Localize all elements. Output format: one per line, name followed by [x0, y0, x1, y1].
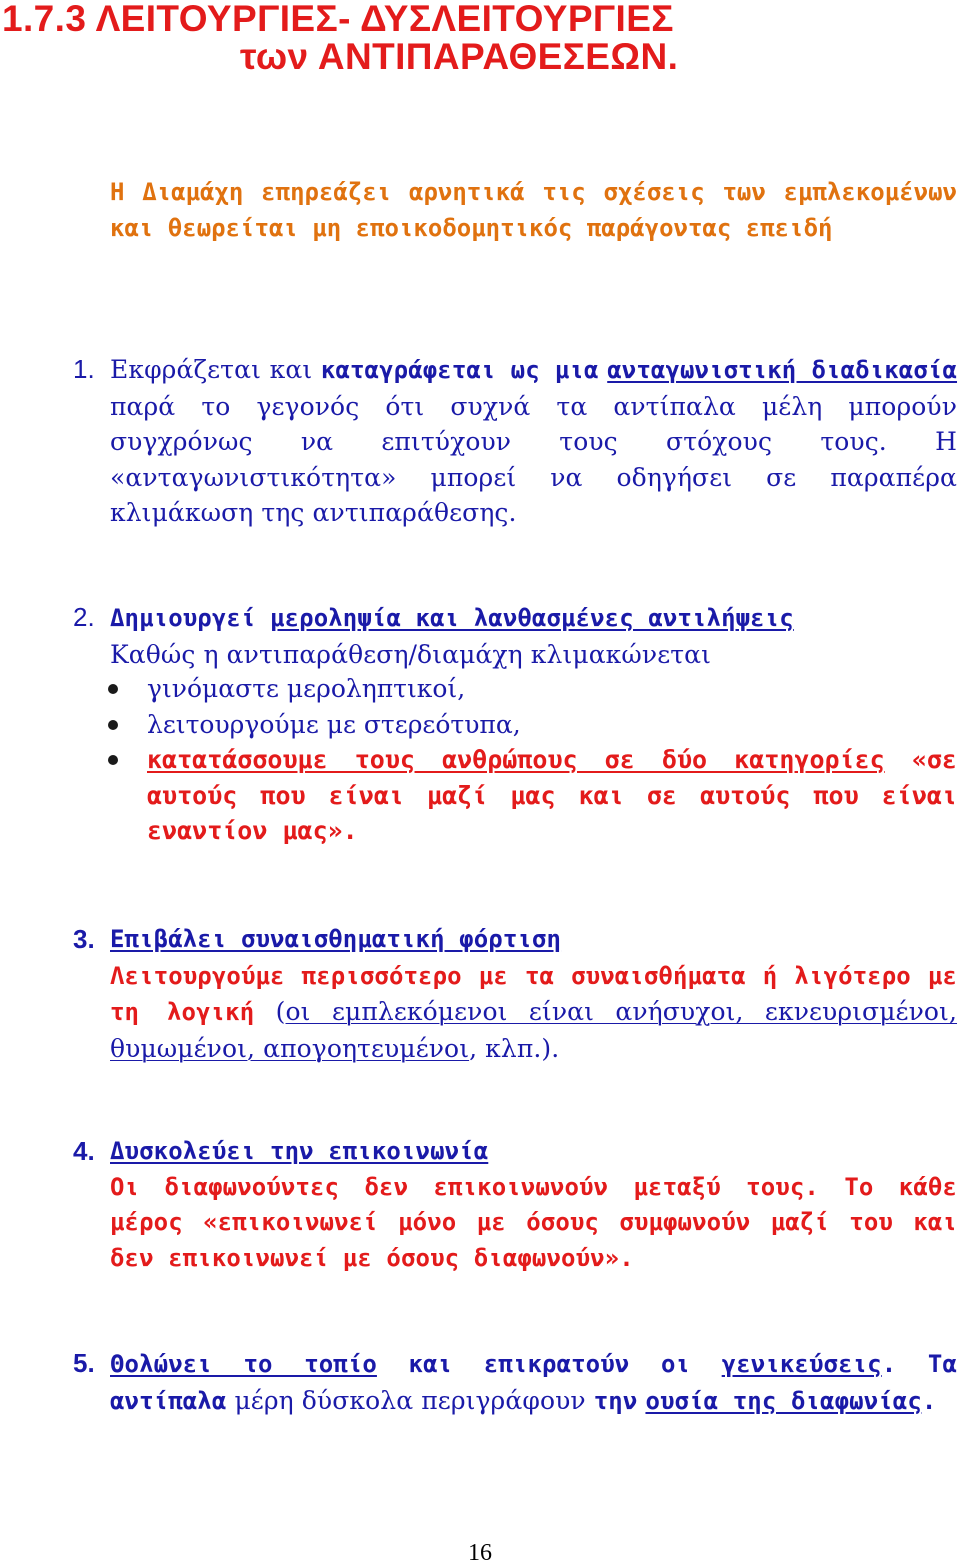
- item-2-heading-b: μεροληψία και λανθασμένες αντιλήψεις: [270, 604, 794, 632]
- bullet-text: γινόμαστε μεροληπτικοί,: [147, 674, 466, 703]
- item-3-block: [110, 922, 957, 1066]
- item-1-number: 1.: [73, 354, 95, 384]
- item-5-period: .: [921, 1386, 937, 1415]
- title-line-1: 1.7.3 ΛΕΙΤΟΥΡΓΙΕΣ- ΔΥΣΛΕΙΤΟΥΡΓΙΕΣ: [2, 0, 674, 39]
- item-2-bullet-list: [0, 671, 960, 849]
- intro-paragraph: Η Διαμάχη επηρεάζει αρνητικά τις σχέσεις των εμπλεκομένων και θεωρείται μη εποικοδομητικός παράγοντας επειδή: [110, 178, 957, 242]
- title-line-2: των ΑΝΤΙΠΑΡΑΘΕΣΕΩΝ.: [240, 36, 679, 77]
- bullet-icon: [108, 720, 118, 730]
- item-2-heading: [110, 600, 957, 637]
- page-number: 16: [468, 1540, 492, 1566]
- item-5-text-d: την: [593, 1386, 638, 1415]
- item-4-block: [110, 1134, 957, 1276]
- item-4-text: Οι διαφωνούντες δεν επικοινωνούν μεταξύ τους. Το κάθε μέρος «επικοινωνεί μόνο με όσους συμφωνούν μαζί του και δεν επικοινωνεί με όσους διαφωνούν».: [110, 1172, 957, 1272]
- item-3-heading: Επιβάλει συναισθηματική φόρτιση: [110, 925, 562, 953]
- item-5-term-2: γενικεύσεις: [721, 1350, 882, 1378]
- bullet-text: «σε αυτούς που είναι μαζί μας και σε αυτούς που είναι εναντίον μας».: [147, 745, 957, 845]
- item-5-text-c: μέρη δύσκολα περιγράφουν: [226, 1385, 594, 1415]
- item-1-paragraph: [110, 352, 957, 531]
- item-4-number: 4.: [73, 1136, 95, 1166]
- item-3-emphasis: Λειτουργούμε περισσότερο με τα συναισθήματα ή λιγότερο με τη λογική: [110, 961, 957, 1026]
- bullet-text-underlined: κατατάσσουμε τους ανθρώπους σε δύο κατηγορίες: [147, 745, 885, 774]
- item-5-number: 5.: [73, 1348, 95, 1378]
- item-5-term-1: Θολώνει το τοπίο: [110, 1350, 377, 1378]
- bullet-icon: [108, 684, 118, 694]
- item-5-paragraph: [110, 1346, 957, 1419]
- item-5-text-a: και επικρατούν οι: [376, 1350, 722, 1378]
- item-1-text-a: Εκφράζεται και: [110, 355, 321, 384]
- list-item: [0, 707, 957, 743]
- item-4-heading: Δυσκολεύει την επικοινωνία: [110, 1137, 489, 1165]
- section-title: [2, 0, 678, 75]
- bullet-text: λειτουργούμε με στερεότυπα,: [147, 709, 521, 739]
- item-5-text-b: . Τα αντίπαλα: [110, 1350, 957, 1415]
- item-2-lead: Καθώς η αντιπαράθεση/διαμάχη κλιμακώνεται: [110, 639, 712, 669]
- item-3-tail: , κλπ.).: [469, 1033, 560, 1063]
- bullet-icon: [108, 755, 118, 765]
- item-2-block: [110, 600, 957, 672]
- item-3-number: 3.: [73, 924, 95, 954]
- item-1-space: [599, 355, 608, 384]
- item-1-underlined-term: ανταγωνιστική διαδικασία: [607, 356, 958, 384]
- item-3-underlined-text: οι εμπλεκόμενοι είναι ανήσυχοι, εκνευρισμένοι, θυμωμένοι, απογοητευμένοι: [110, 997, 958, 1063]
- item-2-heading-a: Δημιουργεί: [110, 604, 271, 632]
- item-3-paren-open: (: [254, 997, 286, 1026]
- list-item: [0, 671, 957, 707]
- item-5-term-3: ουσία της διαφωνίας: [645, 1386, 922, 1415]
- list-item: [0, 742, 957, 849]
- item-1-emphasis: καταγράφεται ως μια: [320, 356, 599, 384]
- item-2-number: 2.: [73, 602, 95, 632]
- item-1-text-b: παρά το γεγονός ότι συχνά τα αντίπαλα μέλη μπορούν συγχρόνως να επιτύχουν τους στόχους τους. Η «ανταγωνιστικότητα» μπορεί να οδηγήσει σε παραπέρα κλιμάκωση της αντιπαράθεσης.: [110, 391, 957, 527]
